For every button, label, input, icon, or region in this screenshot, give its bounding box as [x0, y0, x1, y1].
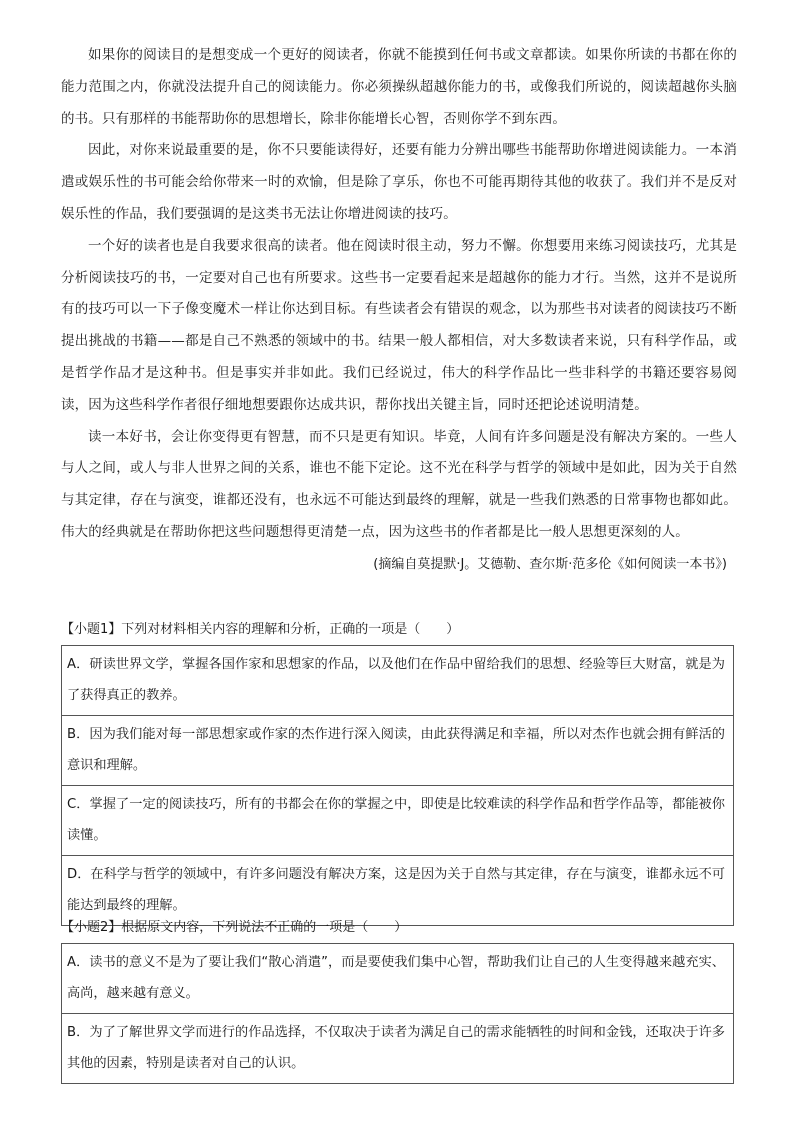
question-1-option-a[interactable]: A．研读世界文学，掌握各国作家和思想家的作品，以及他们在作品中留给我们的思想、经验等巨大财富，就是为了获得真正的教养。 [67, 657, 725, 703]
question-2-option-a[interactable]: A．读书的意义不是为了要让我们“散心消遣”，而是要使我们集中心智，帮助我们让自己的人生变得越来越充实、高尚，越来越有意义。 [67, 955, 725, 1001]
reading-passage [61, 40, 737, 581]
question-1-option-b[interactable]: B．因为我们能对每一部思想家或作家的杰作进行深入阅读，由此获得满足和幸福，所以对杰作也就会拥有鲜活的意识和理解。 [62, 715, 733, 785]
passage-paragraph-4: 读一本好书，会让你变得更有智慧，而不只是更有知识。毕竟，人间有许多问题是没有解决方案的。一些人与人之间，或人与非人世界之间的关系，谁也不能下定论。这不光在科学与哲学的领域中是如此，因为关于自然与其定律，存在与演变，谁都还没有，也永远不可能达到最终的理解，就是一些我们熟悉的日常事物也都如此。伟大的经典就是在帮助你把这些问题想得更清楚一点，因为这些书的作者都是比一般人思想更深刻的人。 [61, 428, 737, 540]
question-1-option-d[interactable]: D．在科学与哲学的领域中，有许多问题没有解决方案，这是因为关于自然与其定律，存在与演变，谁都永远不可能达到最终的理解。 [62, 855, 733, 925]
passage-paragraph-2: 因此，对你来说最重要的是，你不只要能读得好，还要有能力分辨出哪些书能帮助你增进阅读能力。一本消遣或娱乐性的书可能会给你带来一时的欢愉，但是除了享乐，你也不可能再期待其他的收获了。我们并不是反对娱乐性的作品，我们要强调的是这类书无法让你增进阅读的技巧。 [61, 142, 737, 222]
passage-paragraph-1: 如果你的阅读目的是想变成一个更好的阅读者，你就不能摸到任何书或文章都读。如果你所读的书都在你的能力范围之内，你就没法提升自己的阅读能力。你必须操纵超越你能力的书，或像我们所说的，阅读超越你头脑的书。只有那样的书能帮助你的思想增长，除非你能增长心智，否则你学不到东西。 [61, 47, 737, 127]
question-1-title: 【小题1】下列对材料相关内容的理解和分析，正确的一项是（ ） [61, 622, 460, 637]
question-1-options [61, 645, 734, 926]
question-2-options [61, 943, 734, 1084]
question-2-option-b[interactable]: B．为了了解世界文学而进行的作品选择，不仅取决于读者为满足自己的需求能牺牲的时间和金钱，还取决于许多其他的因素，特别是读者对自己的认识。 [62, 1013, 733, 1083]
passage-source: (摘编自莫提默·J。艾德勒、查尔斯·范多伦《如何阅读一本书》) [373, 556, 727, 572]
passage-paragraph-3: 一个好的读者也是自我要求很高的读者。他在阅读时很主动，努力不懈。你想要用来练习阅读技巧，尤其是分析阅读技巧的书，一定要对自己也有所要求。这些书一定要看起来是超越你的能力才行。当然，这并不是说所有的技巧可以一下子像变魔术一样让你达到目标。有些读者会有错误的观念，以为那些书对读者的阅读技巧不断提出挑战的书籍——都是自己不熟悉的领域中的书。结果一般人都相信，对大多数读者来说，只有科学作品，或是哲学作品才是这种书。但是事实并非如此。我们已经说过，伟大的科学作品比一些非科学的书籍还要容易阅读，因为这些科学作者很仔细地想要跟你达成共识，帮你找出关键主旨，同时还把论述说明清楚。 [61, 237, 737, 413]
question-2-title: 【小题2】根据原文内容，下列说法不正确的一项是（ ） [61, 920, 408, 935]
question-1-option-c[interactable]: C．掌握了一定的阅读技巧，所有的书都会在你的掌握之中，即使是比较难读的科学作品和哲学作品等，都能被你读懂。 [62, 785, 733, 855]
